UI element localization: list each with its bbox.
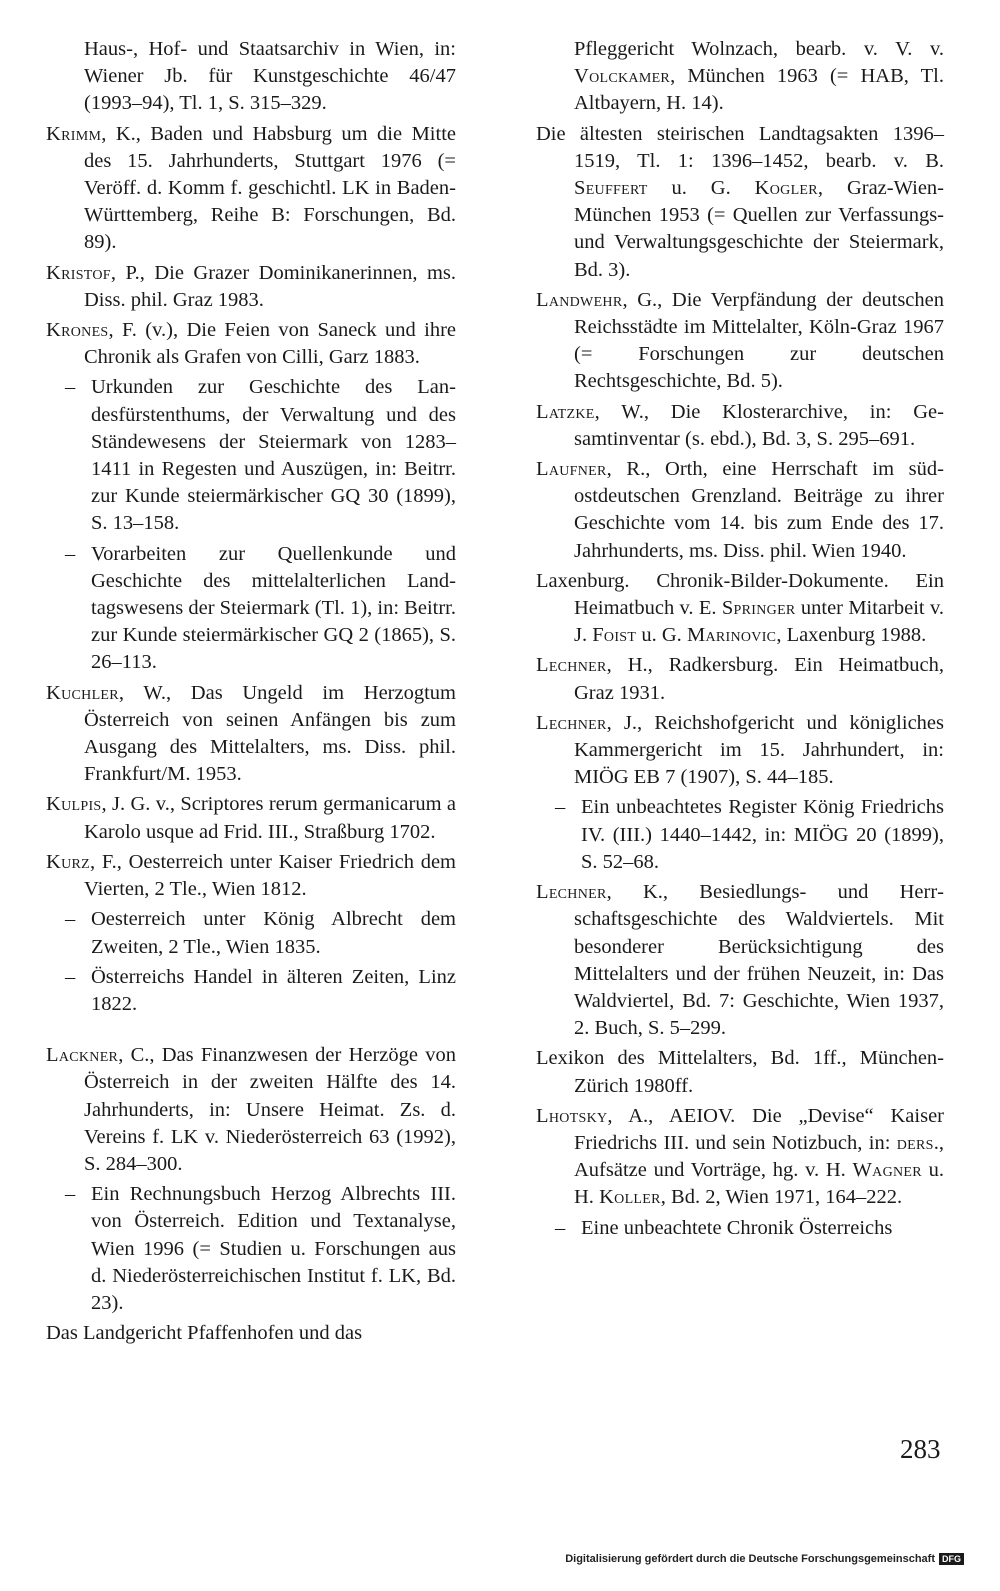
bibliography-entry — [46, 374, 456, 537]
author-name: Foist — [592, 624, 637, 647]
entry-text: , K., Baden und Habsburg um die Mitte des 15. Jahrhunderts, Stuttgart 1976 (= Veröff. d. Komm f. geschichtl. LK in Baden-Württemberg, Reihe B: Forschungen, Bd. 89). — [84, 122, 456, 254]
bibliography-entry — [536, 710, 944, 792]
entry-text: u. G. — [647, 177, 755, 200]
bibliography-entry — [536, 287, 944, 396]
entry-text: Österreichs Handel in älteren Zeiten, Linz 1822. — [91, 965, 456, 1015]
entry-text: , München 1963 (= HAB, Tl. Altbayern, H. 14). — [574, 65, 944, 115]
dfg-logo: DFG — [939, 1553, 964, 1565]
dash-marker: – — [555, 796, 566, 819]
author-name: Wagner — [852, 1159, 922, 1182]
author-name: Kurz — [46, 850, 91, 873]
bibliography-entry — [536, 652, 944, 706]
entry-text: Laxenburg. Chronik-Bilder-Dokumente. Ein Heimatbuch v. E. — [536, 569, 944, 620]
dash-marker: – — [65, 1183, 76, 1206]
bibliography-entry — [536, 399, 944, 453]
bibliography-entry — [46, 680, 456, 789]
entry-text: , C., Das Finanzwesen der Herzöge von Österreich in der zweiten Hälfte des 14. Jahrhunderts, in: Unsere Heimat. Zs. d. Vereins f. LK v. Niederösterreich 63 (1992), S. 284–300. — [84, 1044, 456, 1175]
bibliography-entry — [46, 964, 456, 1018]
author-name: Koller — [599, 1186, 661, 1209]
author-name: Springer — [721, 597, 796, 620]
entry-text: Die ältesten steirischen Landtagsakten 1396–1519, Tl. 1: 1396–1452, bearb. v. B. — [536, 122, 944, 172]
entry-text: Oesterreich unter König Albrecht dem Zweiten, 2 Tle., Wien 1835. — [91, 908, 456, 958]
entry-text: ., Aufsätze und Vorträge, hg. v. H. — [574, 1131, 944, 1182]
left-column — [46, 36, 456, 1350]
footer — [565, 1553, 964, 1565]
dash-marker: – — [65, 908, 76, 931]
entry-text: Eine unbeachtete Chronik Österreichs — [581, 1216, 893, 1239]
entry-text: , G., Die Verpfändung der deutschen Reichsstädte im Mittelalter, Köln-Graz 1967 (= Forschungen zur deutschen Rechtsgeschichte, Bd. 5). — [574, 288, 944, 393]
bibliography-entry — [46, 849, 456, 903]
author-name: Lhotsky — [536, 1104, 608, 1127]
entry-text: , P., Die Grazer Dominikanerinnen, ms. Diss. phil. Graz 1983. — [84, 261, 456, 311]
bibliography-entry — [46, 1042, 456, 1178]
bibliography-entry — [536, 879, 944, 1042]
author-name: Lechner — [536, 711, 607, 734]
author-name: Latzke — [536, 400, 595, 423]
author-name: Lackner — [46, 1044, 119, 1067]
bibliography-entry — [46, 1320, 456, 1347]
footer-text: Digitalisierung gefördert durch die Deutsche Forschungsgemeinschaft — [565, 1553, 935, 1565]
page-number: 283 — [900, 1434, 941, 1464]
author-name: Kristof — [46, 261, 111, 284]
author-name: Volckamer — [574, 65, 671, 88]
entry-text: Lexikon des Mittelalters, Bd. 1ff., München-Zürich 1980ff. — [536, 1047, 944, 1097]
bibliography-entry — [46, 1181, 456, 1317]
bibliography-entry — [46, 541, 456, 677]
author-name: Krones — [46, 319, 109, 342]
entry-text: , H., Radkersburg. Ein Heimatbuch, Graz 1931. — [574, 654, 944, 704]
entry-text: , Laxenburg 1988. — [776, 624, 927, 647]
author-name: Krimm — [46, 122, 102, 145]
author-name: Kulpis — [46, 793, 102, 816]
entry-text: Haus-, Hof- und Staatsarchiv in Wien, in: Wiener Jb. für Kunstgeschichte 46/47 (1993–94), Tl. 1, S. 315–329. — [84, 38, 456, 115]
entry-text: , R., Orth, eine Herrschaft im südostdeutschen Grenzland. Beiträge zu ihrer Geschichte vom 14. bis zum Ende des 17. Jahrhunderts, ms. Diss. phil. Wien 1940. — [574, 458, 944, 562]
entry-text: u. G. — [636, 624, 687, 647]
author-name: Kuchler — [46, 681, 119, 704]
bibliography-entry — [536, 1215, 944, 1242]
entry-text: , K., Besiedlungs- und Herrschaftsgeschichte des Waldviertels. Mit besonderer Berücksichtigung des Mittelalters und der frühen Neuzeit, in: Das Waldviertel, Bd. 7: Geschichte, Wien 1937, 2. Buch, S. 5–299. — [574, 881, 944, 1040]
bibliography-entry — [536, 568, 944, 650]
entry-text: , A., AEIOV. Die „Devise“ Kaiser Friedrichs III. und sein Notizbuch, in: — [574, 1104, 944, 1154]
author-name: ders — [896, 1131, 934, 1154]
author-name: Seuffert — [574, 177, 648, 200]
entry-text: Ein Rechnungsbuch Herzog Albrechts III. von Österreich. Edition und Textanalyse, Wien 1996 (= Studien u. Forschungen aus d. Niederösterreichischen Institut f. LK, Bd. 23). — [91, 1183, 456, 1314]
dash-marker: – — [65, 542, 76, 565]
bibliography-entry — [536, 794, 944, 876]
bibliography-entry — [46, 317, 456, 371]
author-name: Landwehr — [536, 288, 623, 311]
dash-marker: – — [65, 965, 76, 988]
bibliography-entry — [46, 121, 456, 257]
entry-text: , F., Oesterreich unter Kaiser Friedrich dem Vierten, 2 Tle., Wien 1812. — [84, 850, 456, 901]
entry-text: , W., Die Klosterarchive, in: Gesamtinventar (s. ebd.), Bd. 3, S. 295–691. — [574, 400, 944, 450]
author-name: Lechner — [536, 881, 607, 904]
bibliography-entry — [46, 36, 456, 118]
entry-text: Ein unbeachtetes Register König Friedrichs IV. (III.) 1440–1442, in: MIÖG 20 (1899), S. 52–68. — [581, 796, 944, 873]
bibliography-entry — [536, 1045, 944, 1099]
bibliography-entry — [46, 906, 456, 960]
author-name: Laufner — [536, 458, 607, 481]
bibliography-entry — [46, 260, 456, 314]
entry-text: , J. G. v., Scriptores rerum germanicarum a Karolo usque ad Frid. III., Straßburg 1702. — [84, 793, 456, 843]
entry-text: , Bd. 2, Wien 1971, 164–222. — [660, 1186, 903, 1209]
entry-text: Pfleggericht Wolnzach, bearb. v. V. v. — [574, 38, 944, 60]
author-name: Kogler — [754, 177, 818, 200]
entry-text: , J., Reichshofgericht und königliches Kammergericht im 15. Jahrhundert, in: MIÖG EB 7 (1907), S. 44–185. — [574, 711, 944, 789]
entry-text: , Graz-Wien-München 1953 (= Quellen zur Verfassungs- und Verwaltungsgeschichte der Steiermark, Bd. 3). — [574, 177, 944, 281]
bibliography-entry — [536, 1103, 944, 1212]
dash-marker: – — [65, 376, 76, 399]
bibliography-entry — [46, 791, 456, 845]
bibliography-entry — [536, 121, 944, 284]
author-name: Marinovic — [686, 624, 777, 647]
entry-text: unter Mitarbeit v. J. — [574, 597, 944, 647]
dash-marker: – — [555, 1216, 566, 1239]
entry-text: Das Landgericht Pfaffenhofen und das — [46, 1322, 363, 1345]
entry-text: Urkunden zur Geschichte des Landesfürstenthums, der Verwaltung und des Ständewesens der Steiermark von 1283–1411 in Regesten und Auszügen, in: Beitrr. zur Kunde steiermärkischer GQ 30 (1899), S. 13–158. — [91, 376, 456, 535]
entry-text: Vorarbeiten zur Quellenkunde und Geschichte des mittelalterlichen Landtagswesens der Steiermark (Tl. 1), in: Beitrr. zur Kunde steiermärkischer GQ 2 (1865), S. 26–113. — [91, 542, 456, 674]
entry-text: , F. (v.), Die Feien von Saneck und ihre Chronik als Grafen von Cilli, Garz 1883. — [84, 319, 456, 369]
bibliography-entry — [536, 456, 944, 565]
entry-text: , W., Das Ungeld im Herzogtum Österreich von seinen Anfängen bis zum Ausgang des Mittelalters, ms. Diss. phil. Frankfurt/M. 1953. — [84, 681, 456, 786]
right-column — [536, 36, 944, 1245]
entry-text: u. H. — [574, 1159, 944, 1209]
author-name: Lechner — [536, 654, 607, 677]
bibliography-entry — [536, 36, 944, 118]
